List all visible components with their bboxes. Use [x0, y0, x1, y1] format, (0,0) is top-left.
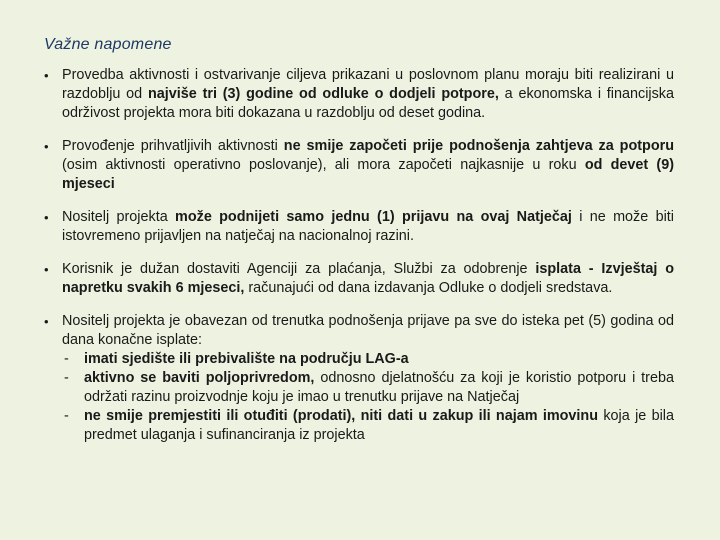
text-run: i ne može biti istovremeno prijavljen na natječaj na nacionalnoj razini.: [62, 209, 674, 244]
text-run: odnosno djelatnošću za koji je koristio potporu i treba održati razinu proizvodnje koju je imao u trenutku prijave na Natječaj: [84, 370, 674, 405]
bullet-icon: •: [44, 262, 49, 277]
sub-list: [62, 350, 674, 445]
bullet-icon: •: [44, 210, 49, 225]
bullet-list: [44, 66, 674, 445]
bullet-icon: •: [44, 68, 49, 83]
text-run: (osim aktivnosti operativno poslovanje), ali mora započeti najkasnije u roku: [62, 157, 585, 173]
bullet-item-1: [44, 66, 674, 123]
sub-item-2: [64, 369, 674, 407]
text-run-bold: ne smije započeti prije podnošenja zahtjeva za potporu: [283, 138, 675, 154]
dash-icon: -: [64, 351, 69, 367]
text-run: Korisnik je dužan dostaviti Agenciji za plaćanja, Službi za odobrenje: [62, 261, 536, 277]
bullet-item-3: [44, 208, 674, 246]
bullet-item-5: [44, 312, 674, 445]
text-run-bold: od devet (9) mjeseci: [62, 157, 674, 192]
dash-icon: -: [64, 370, 69, 386]
text-run-bold: aktivno se baviti poljoprivredom,: [84, 370, 315, 386]
slide-title: Važne napomene: [44, 36, 172, 53]
text-run: računajući od dana izdavanja Odluke o dodjeli sredstava.: [244, 280, 613, 296]
dash-icon: -: [64, 408, 69, 424]
text-run-bold: ne smije premjestiti ili otuđiti (prodati), niti dati u zakup ili najam imovinu: [84, 408, 599, 424]
bullet-icon: •: [44, 314, 49, 329]
text-run: koja je bila predmet ulaganja i sufinanciranja iz projekta: [84, 408, 674, 443]
text-run: Nositelj projekta je obavezan od trenutka podnošenja prijave pa sve do isteka pet (5) godina od dana konačne isplate:: [62, 313, 674, 348]
text-run-bold: isplata - Izvještaj o napretku svakih 6 mjeseci,: [62, 261, 674, 296]
text-run-bold: imati sjedište ili prebivalište na području LAG-a: [84, 351, 409, 367]
bullet-item-2: [44, 137, 674, 194]
sub-item-3: [64, 407, 674, 445]
bullet-item-4: [44, 260, 674, 298]
text-run-bold: najviše tri (3) godine od odluke o dodjeli potpore,: [147, 86, 499, 102]
text-run: Provedba aktivnosti i ostvarivanje ciljeva prikazani u poslovnom planu moraju biti realizirani u razdoblju od: [62, 67, 674, 102]
bullet-icon: •: [44, 139, 49, 154]
sub-item-1: [64, 350, 674, 369]
text-run: a ekonomska i financijska održivost projekta mora biti dokazana u razdoblju od deset godina.: [62, 86, 674, 121]
text-run: Provođenje prihvatljivih aktivnosti: [62, 138, 284, 154]
text-run-bold: može podnijeti samo jednu (1) prijavu na ovaj Natječaj: [175, 209, 572, 225]
text-run: Nositelj projekta: [62, 209, 176, 225]
